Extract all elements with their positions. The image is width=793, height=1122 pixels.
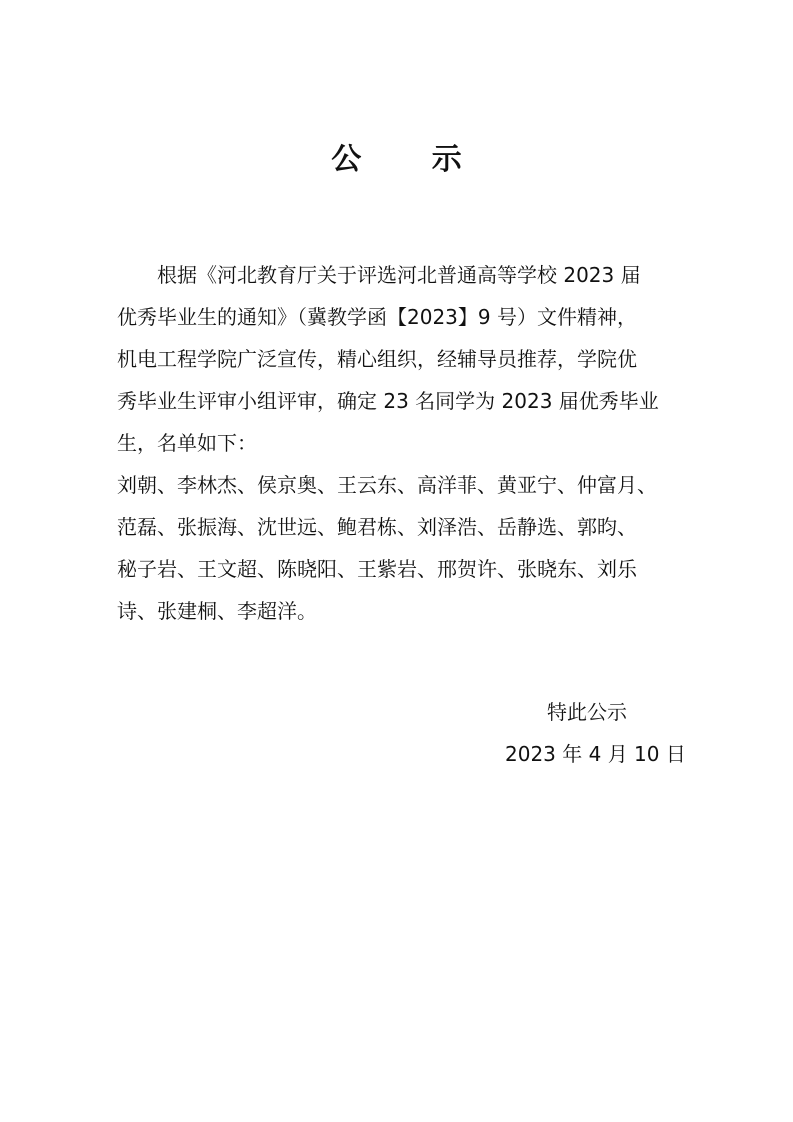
name-list-line: 秘子岩、王文超、陈晓阳、王紫岩、邢贺许、张晓东、刘乐 xyxy=(117,557,637,581)
name-list-line: 诗、张建桐、李超洋。 xyxy=(117,599,317,623)
name-list-line: 刘朝、李林杰、侯京奥、王云东、高洋菲、黄亚宁、仲富月、 xyxy=(117,473,657,497)
paragraph-line: 根据《河北教育厅关于评选河北普通高等学校 2023 届 xyxy=(157,263,641,287)
closing-text: 特此公示 xyxy=(547,700,627,724)
name-list-line: 范磊、张振海、沈世远、鲍君栋、刘泽浩、岳静选、郭昀、 xyxy=(117,515,637,539)
paragraph-line: 生，名单如下： xyxy=(117,431,257,455)
paragraph-line: 秀毕业生评审小组评审，确定 23 名同学为 2023 届优秀毕业 xyxy=(117,389,659,413)
paragraph-line: 机电工程学院广泛宣传，精心组织，经辅导员推荐，学院优 xyxy=(117,347,637,371)
date-text: 2023 年 4 月 10 日 xyxy=(505,742,686,766)
document-title: 公 示 xyxy=(331,142,492,177)
notice-body xyxy=(117,254,677,632)
paragraph-line: 优秀毕业生的通知》（冀教学函【2023】9 号）文件精神， xyxy=(117,305,637,329)
